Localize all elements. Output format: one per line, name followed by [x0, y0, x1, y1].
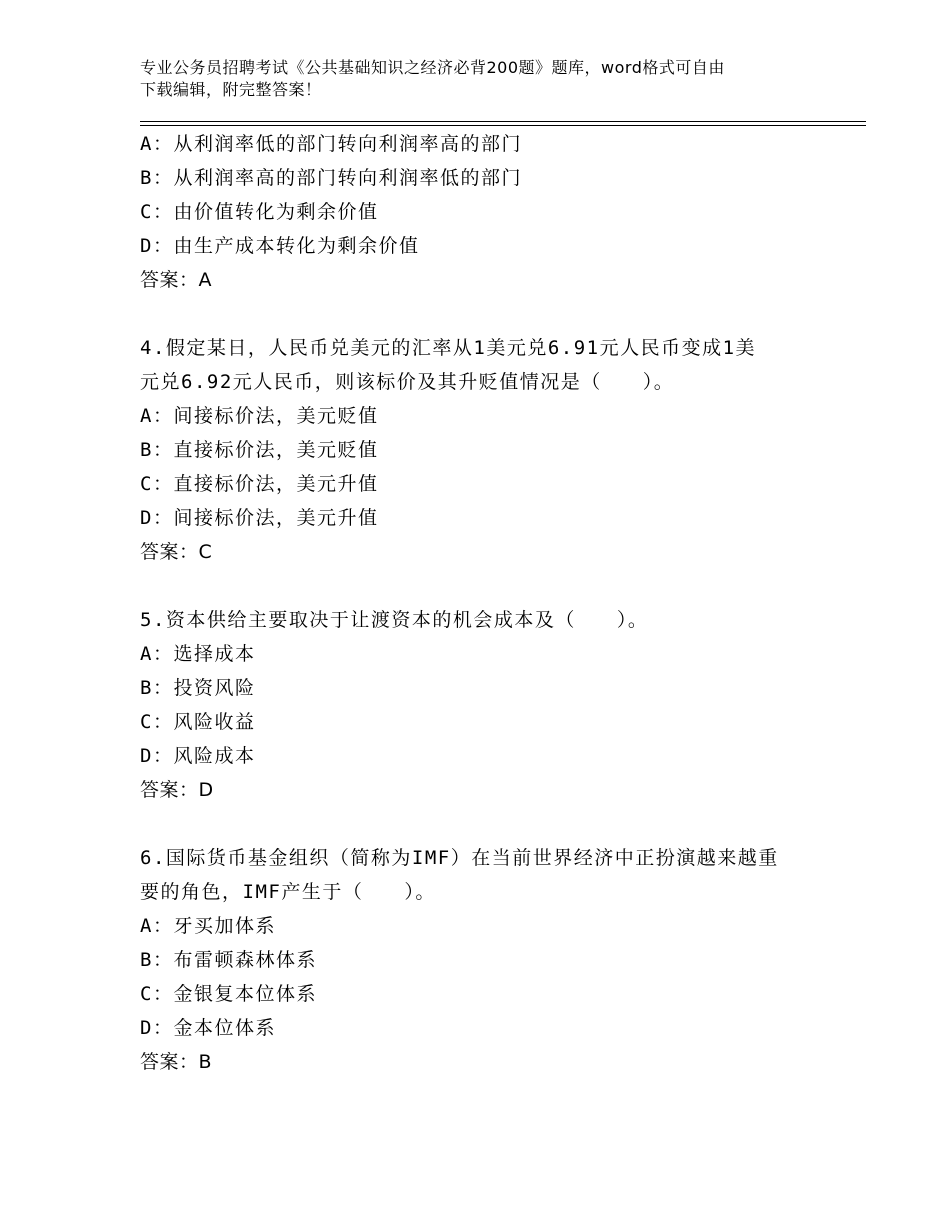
- question-stem: 4.假定某日，人民币兑美元的汇率从1美元兑6.91元人民币变成1美: [140, 337, 757, 359]
- option-a: A：从利润率低的部门转向利润率高的部门: [140, 133, 522, 155]
- option-b: B：从利润率高的部门转向利润率低的部门: [140, 167, 522, 189]
- option-d: D：由生产成本转化为剩余价值: [140, 235, 420, 257]
- option-d: D：间接标价法，美元升值: [140, 507, 379, 529]
- header-rule-thin: [140, 125, 866, 126]
- option-c: C：直接标价法，美元升值: [140, 473, 379, 495]
- question-3: [140, 127, 840, 297]
- option-b: B：直接标价法，美元贬值: [140, 439, 379, 461]
- option-a: A：间接标价法，美元贬值: [140, 405, 379, 427]
- question-stem: 要的角色，IMF产生于（ ）。: [140, 881, 436, 903]
- option-b: B：投资风险: [140, 677, 256, 699]
- option-a: A：选择成本: [140, 643, 256, 665]
- answer-line: 答案：A: [140, 269, 212, 291]
- question-4: [140, 331, 840, 569]
- option-d: D：金本位体系: [140, 1017, 276, 1039]
- answer-line: 答案：D: [140, 779, 214, 801]
- question-gap: [140, 807, 840, 841]
- question-stem: 6.国际货币基金组织（简称为IMF）在当前世界经济中正扮演越来越重: [140, 847, 779, 869]
- option-a: A：牙买加体系: [140, 915, 276, 937]
- question-5: [140, 603, 840, 807]
- option-c: C：金银复本位体系: [140, 983, 317, 1005]
- option-c: C：由价值转化为剩余价值: [140, 201, 379, 223]
- answer-line: 答案：C: [140, 541, 213, 563]
- header-line-2: 下载编辑，附完整答案！: [140, 80, 322, 99]
- question-list: [140, 127, 840, 1079]
- question-6: [140, 841, 840, 1079]
- question-gap: [140, 297, 840, 331]
- page-header: [140, 57, 820, 101]
- question-gap: [140, 569, 840, 603]
- question-stem: 元兑6.92元人民币，则该标价及其升贬值情况是（ ）。: [140, 371, 675, 393]
- option-d: D：风险成本: [140, 745, 256, 767]
- answer-line: 答案：B: [140, 1051, 213, 1073]
- question-stem: 5.资本供给主要取决于让渡资本的机会成本及（ ）。: [140, 609, 649, 631]
- option-b: B：布雷顿森林体系: [140, 949, 317, 971]
- header-line-1: 专业公务员招聘考试《公共基础知识之经济必背200题》题库，word格式可自由: [140, 58, 725, 77]
- option-c: C：风险收益: [140, 711, 256, 733]
- header-rule-thick: [140, 121, 866, 122]
